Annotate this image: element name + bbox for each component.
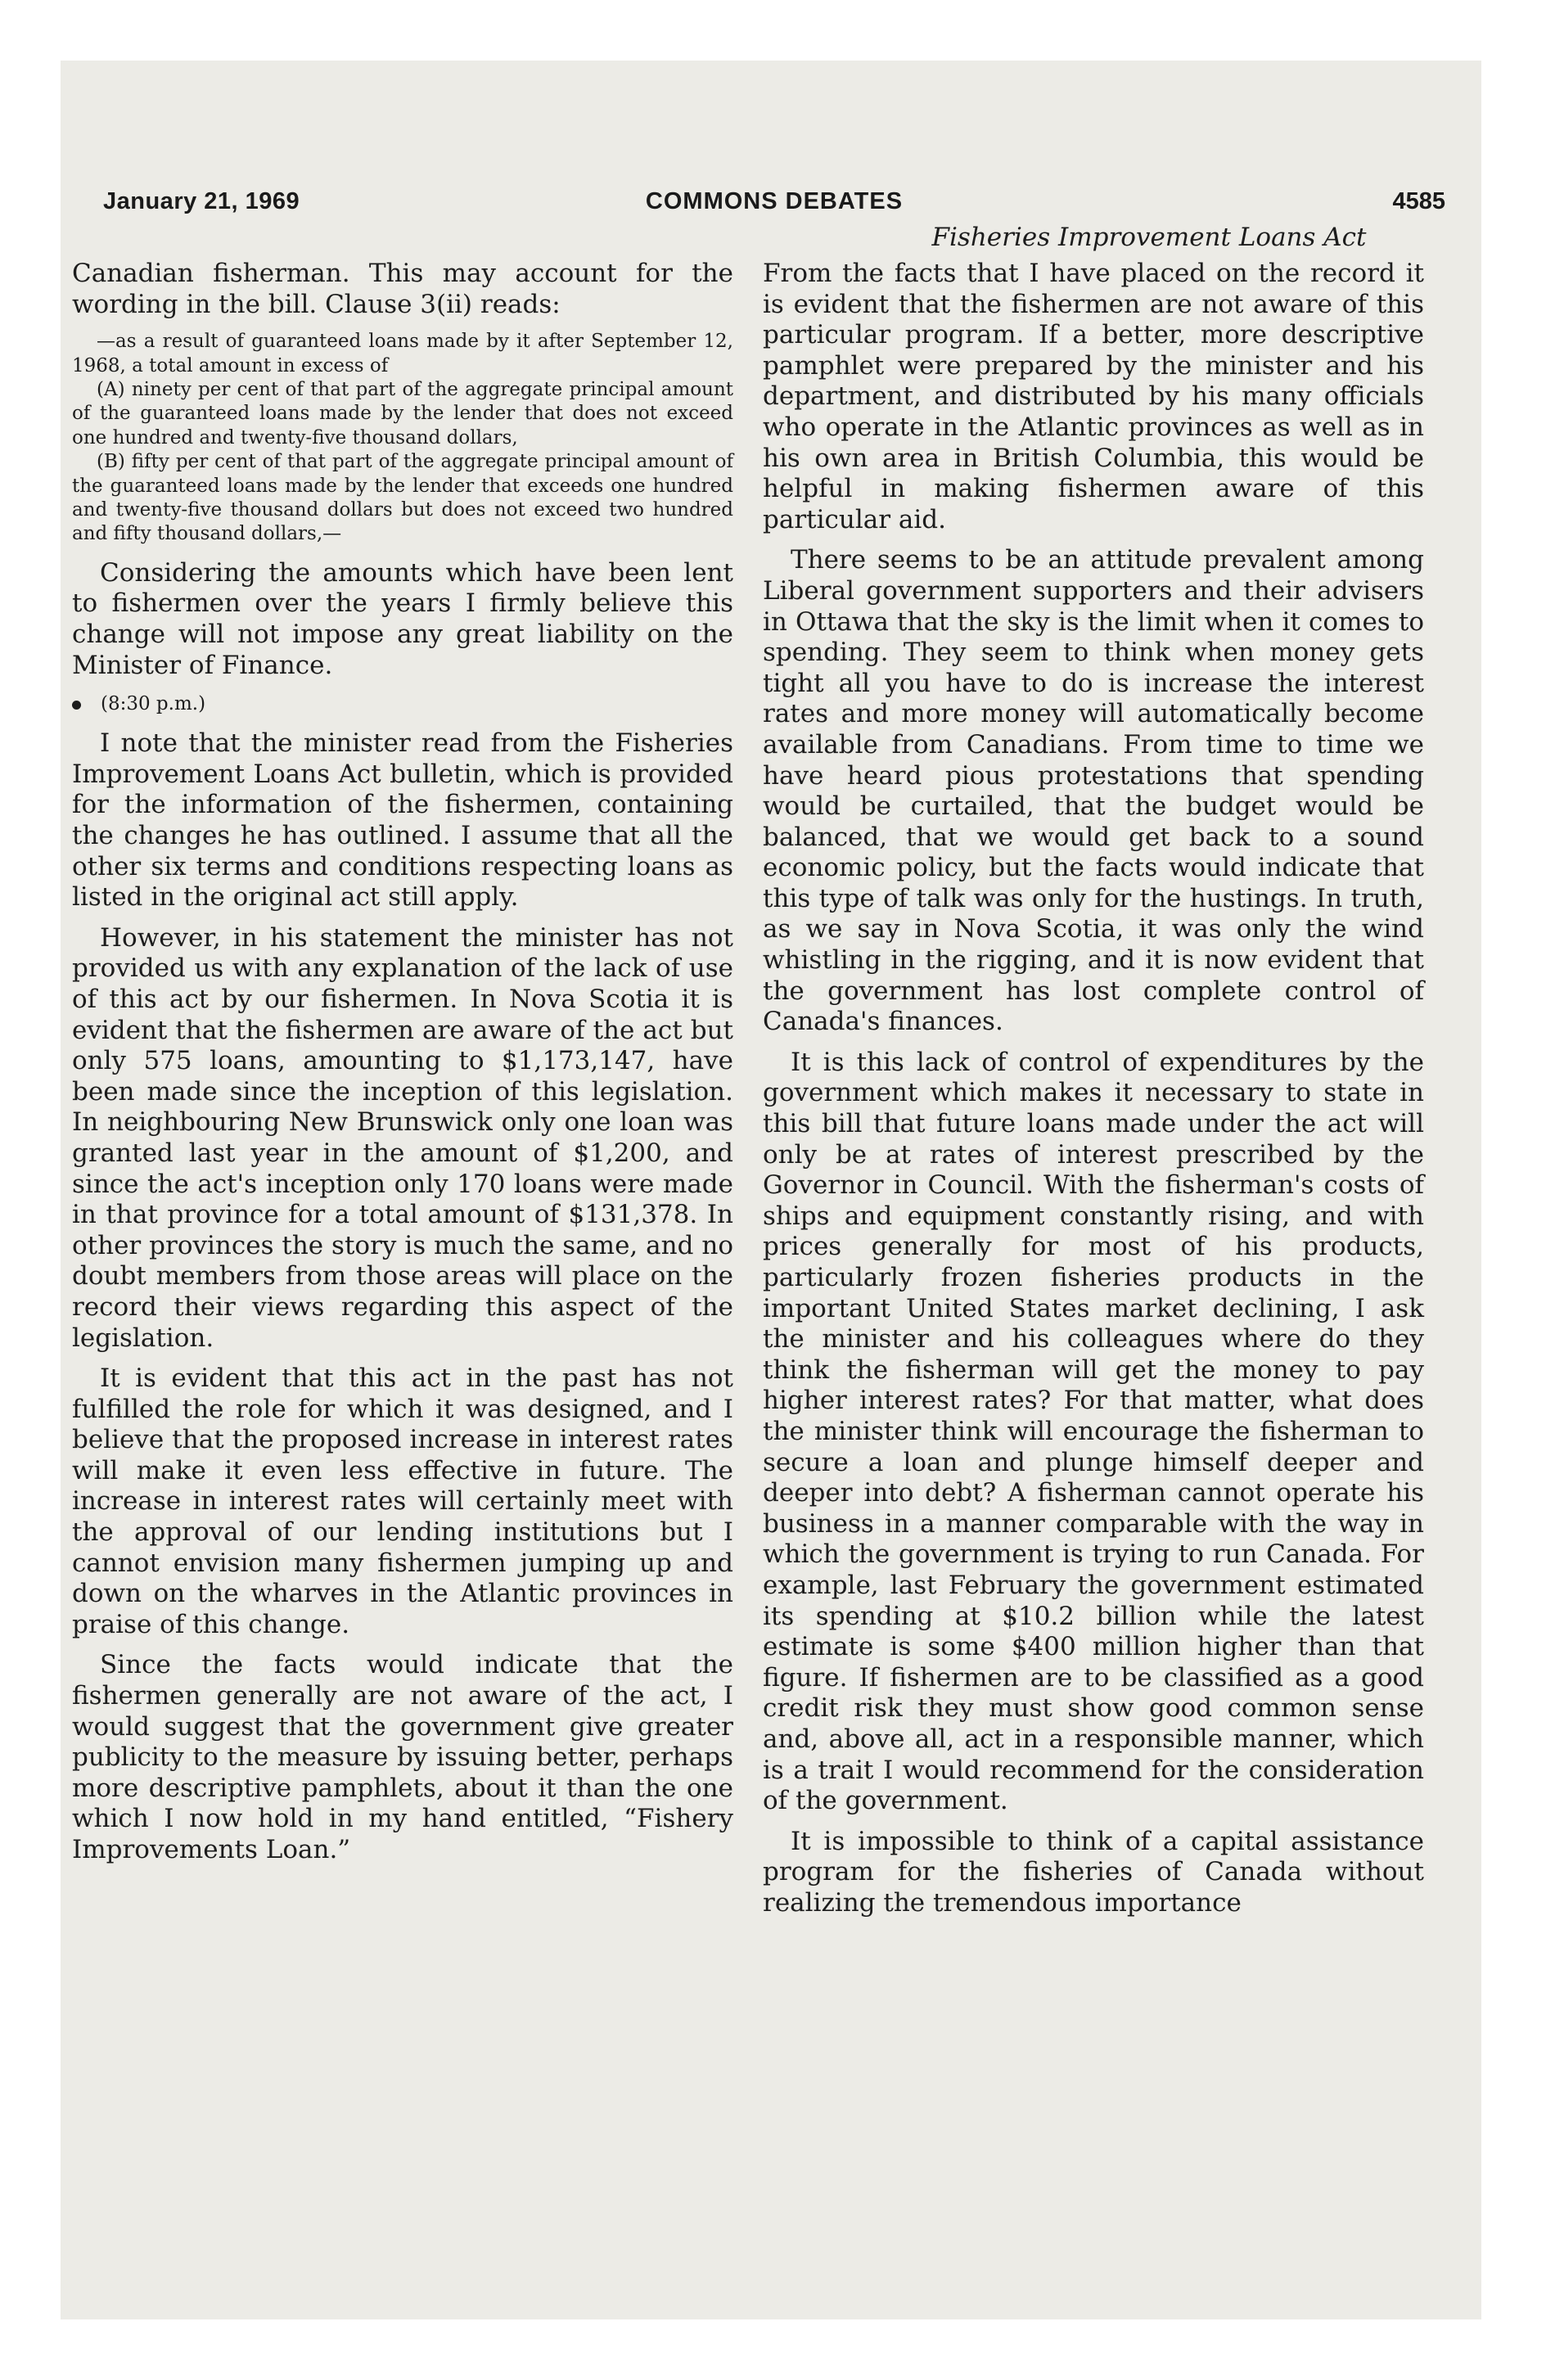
quote-item-b: (B) fifty per cent of that part of the aggregate principal amount of the guaranteed loans made by the lender that exceeds one hundred and twenty-five thousand dollars but does not exceed two hundred and fifty thousand dollars,— bbox=[72, 451, 733, 545]
paragraph: Considering the amounts which have been lent to fishermen over the years I firmly believe this change will not impose any great liability on the Minister of Finance. bbox=[72, 557, 733, 680]
header-publication: COMMONS DEBATES bbox=[645, 188, 904, 214]
paragraph: It is impossible to think of a capital assistance program for the fisheries of Canada without realizing the tremendous importance bbox=[763, 1826, 1424, 1918]
paragraph: There seems to be an attitude prevalent among Liberal government supporters and their advisers in Ottawa that the sky is the limit when it comes to spending. They seem to think when money gets tight all you have to do is increase the interest rates and more money will automatically become available from Canadians. From time to time we have heard pious protestations that spending would be curtailed, that the budget would be balanced, that we would get back to a sound economic policy, but the facts would indicate that this type of talk was only for the hustings. In truth, as we say in Nova Scotia, it was only the wind whistling in the rigging, and it is now evident that the government has lost complete control of Canada's finances. bbox=[763, 545, 1424, 1037]
paragraph: Canadian fisherman. This may account for the wording in the bill. Clause 3(ii) reads: bbox=[72, 259, 733, 319]
bullet-icon bbox=[72, 701, 81, 710]
scanned-page bbox=[61, 61, 1481, 2319]
timestamp bbox=[72, 691, 733, 717]
header-date: January 21, 1969 bbox=[103, 188, 300, 214]
paragraph: I note that the minister read from the Fisheries Improvement Loans Act bulletin, which is provided for the information of the fishermen, containing the changes he has outlined. I assume that all the other six terms and conditions respecting loans as listed in the original act still apply. bbox=[72, 728, 733, 913]
header-page-number: 4585 bbox=[1392, 188, 1445, 214]
right-column bbox=[763, 259, 1424, 1928]
timestamp-text: (8:30 p.m.) bbox=[101, 693, 206, 715]
quote-intro: —as a result of guaranteed loans made by it after September 12, 1968, a total amount in excess of bbox=[72, 331, 733, 376]
paragraph: From the facts that I have placed on the record it is evident that the fishermen are not aware of this particular program. If a better, more descriptive pamphlet were prepared by the minister and his department, and distributed by his many officials who operate in the Atlantic provinces as well as in his own area in British Columbia, this would be helpful in making fishermen aware of this particular aid. bbox=[763, 259, 1424, 534]
paragraph: However, in his statement the minister has not provided us with any explanation of the lack of use of this act by our fishermen. In Nova Scotia it is evident that the fishermen are aware of the act but only 575 loans, amounting to $1,173,147, have been made since the inception of this legislation. In neighbouring New Brunswick only one loan was granted last year in the amount of $1,200, and since the act's inception only 170 loans were made in that province for a total amount of $131,378. In other provinces the story is much the same, and no doubt members from those areas will place on the record their views regarding this aspect of the legislation. bbox=[72, 922, 733, 1353]
paragraph: Since the facts would indicate that the fishermen generally are not aware of the act, I would suggest that the government give greater publicity to the measure by issuing better, perhaps more descriptive pamphlets, about it than the one which I now hold in my hand entitled, “Fishery Improvements Loan.” bbox=[72, 1650, 733, 1864]
left-column bbox=[72, 259, 733, 1876]
paragraph: It is this lack of control of expenditures by the government which makes it necessary to state in this bill that future loans made under the act will only be at rates of interest prescribed by the Governor in Council. With the fisherman's costs of ships and equipment constantly rising, and with prices generally for most of his products, particularly frozen fisheries products in the important United States market declining, I ask the minister and his colleagues where do they think the fisherman will get the money to pay higher interest rates? For that matter, what does the minister think will encourage the fisherman to secure a loan and plunge himself deeper and deeper into debt? A fisherman cannot operate his business in a manner comparable with the way in which the government is trying to run Canada. For example, last February the government estimated its spending at $10.2 billion while the latest estimate is some $400 million higher than that figure. If fishermen are to be classified as a good credit risk they must show good common sense and, above all, act in a responsible manner, which is a trait I would recommend for the consideration of the government. bbox=[763, 1047, 1424, 1816]
quoted-clause bbox=[72, 330, 733, 547]
running-head: Fisheries Improvement Loans Act bbox=[931, 223, 1367, 252]
quote-item-a: (A) ninety per cent of that part of the aggregate principal amount of the guaranteed loans made by the lender that does not exceed one hundred and twenty-five thousand dollars, bbox=[72, 379, 733, 449]
page-header bbox=[103, 188, 1445, 221]
paragraph: It is evident that this act in the past has not fulfilled the role for which it was designed, and I believe that the proposed increase in interest rates will make it even less effective in future. The increase in interest rates will certainly meet with the approval of our lending institutions but I cannot envision many fishermen jumping up and down on the wharves in the Atlantic provinces in praise of this change. bbox=[72, 1364, 733, 1639]
